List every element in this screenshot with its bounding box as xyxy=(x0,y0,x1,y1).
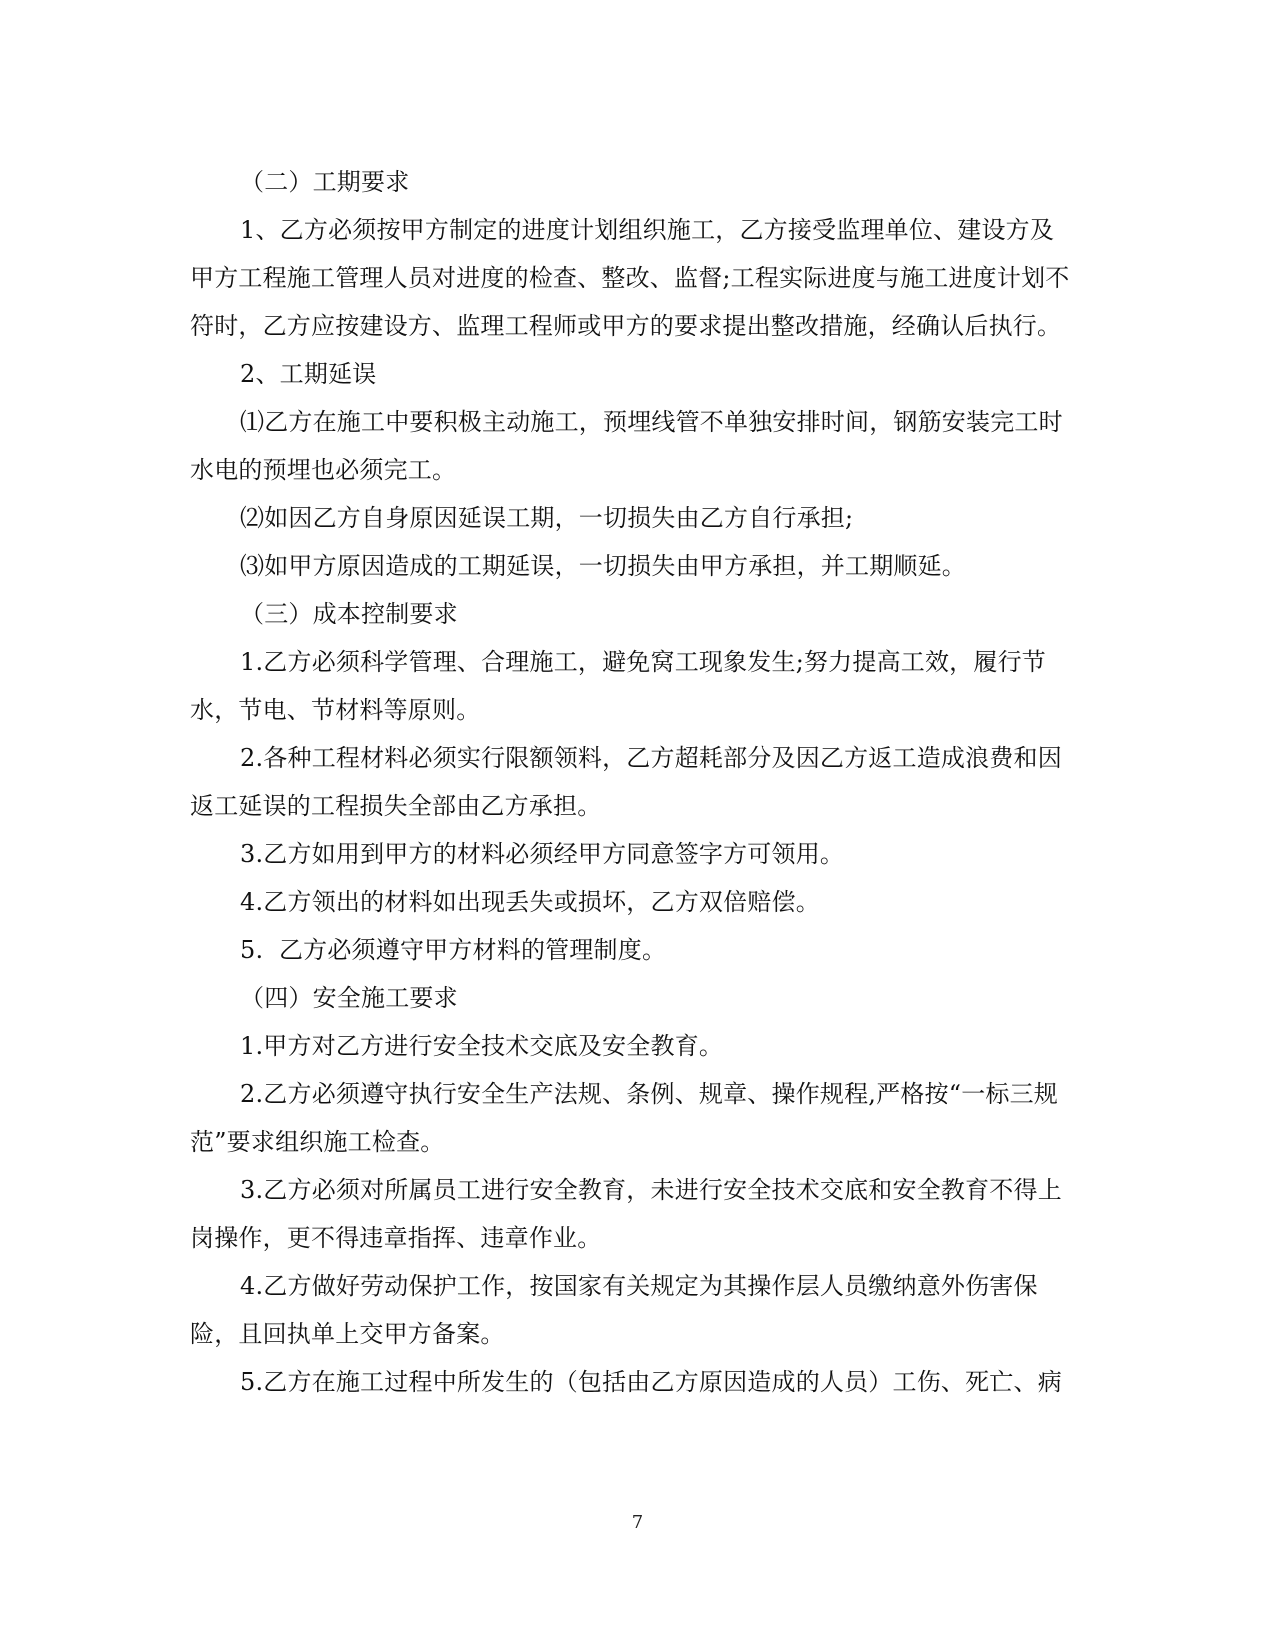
section-heading-cost: （三）成本控制要求 xyxy=(240,600,458,628)
section-heading-schedule: （二）工期要求 xyxy=(240,168,410,196)
paragraph-safety-2: 2.乙方必须遵守执行安全生产法规、条例、规章、操作规程,严格按“一标三规范”要求组织施工检查。 xyxy=(190,1080,1058,1156)
paragraph-safety-4: 4.乙方做好劳动保护工作，按国家有关规定为其操作层人员缴纳意外伤害保险，且回执单上交甲方备案。 xyxy=(190,1272,1038,1348)
paragraph-schedule-1: 1、乙方必须按甲方制定的进度计划组织施工，乙方接受监理单位、建设方及甲方工程施工管理人员对进度的检查、整改、监督;工程实际进度与施工进度计划不符时，乙方应按建设方、监理工程师或甲方的要求提出整改措施，经确认后执行。 xyxy=(190,216,1070,340)
section-heading-safety: （四）安全施工要求 xyxy=(240,984,458,1012)
paragraph-cost-2: 2.各种工程材料必须实行限额领料，乙方超耗部分及因乙方返工造成浪费和因返工延误的工程损失全部由乙方承担。 xyxy=(190,744,1062,820)
paragraph-cost-4: 4.乙方领出的材料如出现丢失或损坏，乙方双倍赔偿。 xyxy=(240,888,820,916)
paragraph-delay-3: ⑶如甲方原因造成的工期延误，一切损失由甲方承担，并工期顺延。 xyxy=(240,552,966,580)
document-body xyxy=(190,158,1070,1406)
paragraph-cost-3: 3.乙方如用到甲方的材料必须经甲方同意签字方可领用。 xyxy=(240,840,845,868)
paragraph-safety-1: 1.甲方对乙方进行安全技术交底及安全教育。 xyxy=(240,1032,724,1060)
paragraph-cost-1: 1.乙方必须科学管理、合理施工，避免窝工现象发生;努力提高工效，履行节水，节电、节材料等原则。 xyxy=(190,648,1046,724)
paragraph-delay-1: ⑴乙方在施工中要积极主动施工，预埋线管不单独安排时间，钢筋安装完工时水电的预埋也必须完工。 xyxy=(190,408,1063,484)
paragraph-safety-3: 3.乙方必须对所属员工进行安全教育，未进行安全技术交底和安全教育不得上岗操作，更不得违章指挥、违章作业。 xyxy=(190,1176,1062,1252)
paragraph-schedule-2-heading: 2、工期延误 xyxy=(240,360,377,388)
page-number: 7 xyxy=(631,1512,644,1533)
paragraph-cost-5: 5. 乙方必须遵守甲方材料的管理制度。 xyxy=(240,936,667,964)
paragraph-safety-5: 5.乙方在施工过程中所发生的（包括由乙方原因造成的人员）工伤、死亡、病 xyxy=(240,1368,1062,1396)
paragraph-delay-2: ⑵如因乙方自身原因延误工期，一切损失由乙方自行承担; xyxy=(240,504,854,532)
